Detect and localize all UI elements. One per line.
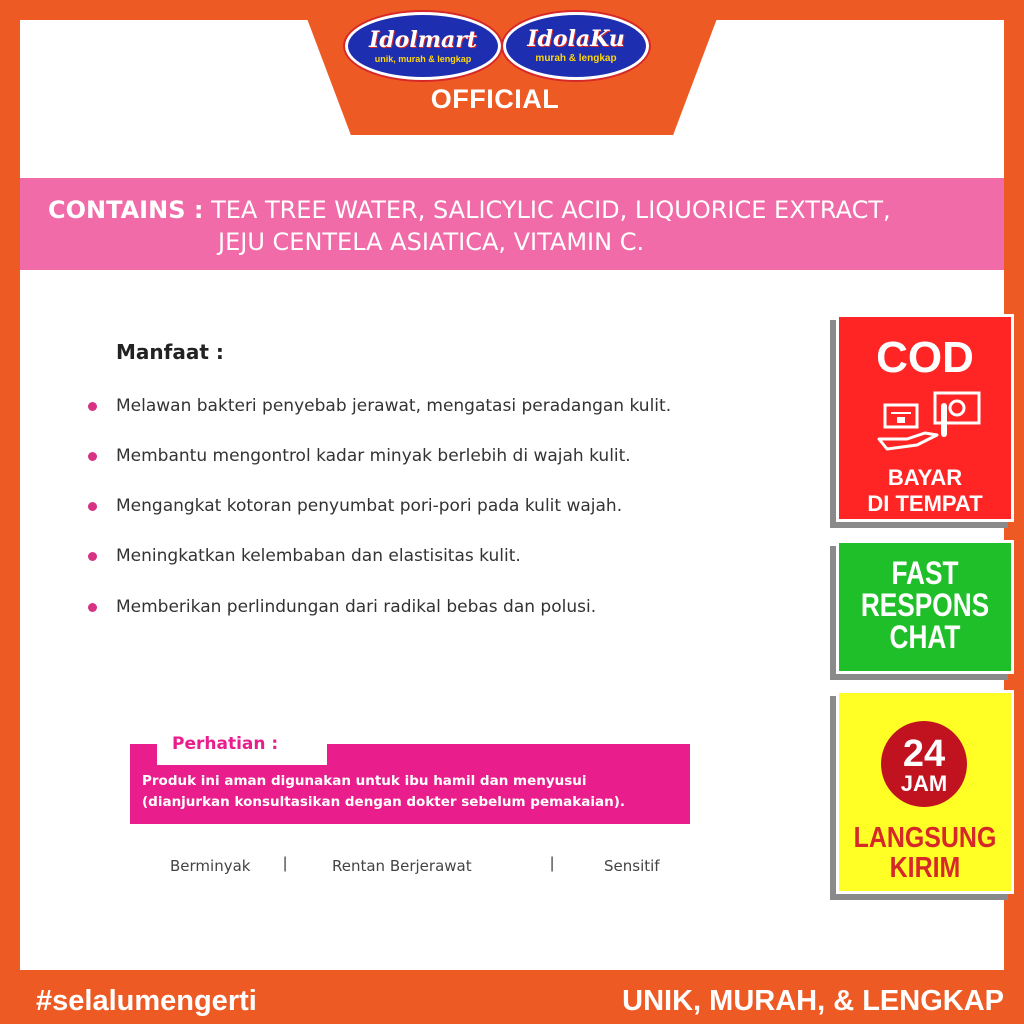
- fast-response-badge: [836, 540, 1014, 674]
- skin-type-oily: Berminyak: [170, 857, 251, 875]
- same-day-badge: [836, 690, 1014, 894]
- footer-hashtag: #selalumengerti: [36, 985, 257, 1017]
- skin-type-separator: |: [550, 855, 555, 872]
- benefit-text: Melawan bakteri penyebab jerawat, mengatasi peradangan kulit.: [116, 396, 672, 416]
- cod-badge: [836, 314, 1014, 522]
- benefit-text: Mengangkat kotoran penyumbat pori-pori pada kulit wajah.: [116, 496, 623, 516]
- fast-line-2: RESPONS: [860, 587, 990, 623]
- skin-type-separator: |: [283, 855, 288, 872]
- contains-line-2: JEJU CENTELA ASIATICA, VITAMIN C.: [218, 228, 645, 256]
- perhatian-body: [142, 771, 687, 813]
- bullet-icon: [88, 452, 97, 461]
- skin-type-acne-prone: Rentan Berjerawat: [332, 857, 472, 875]
- idolmart-logo: [345, 12, 501, 80]
- idolmart-logo-name: Idolmart: [369, 26, 477, 53]
- cod-line-1: BAYAR: [887, 465, 963, 490]
- benefit-text: Meningkatkan kelembaban dan elastisitas kulit.: [116, 546, 521, 566]
- perhatian-line-1: Produk ini aman digunakan untuk ibu hamil dan menyusui: [142, 773, 587, 789]
- perhatian-title: Perhatian :: [172, 734, 279, 754]
- benefit-text: Memberikan perlindungan dari radikal bebas dan polusi.: [116, 597, 597, 617]
- benefit-text: Membantu mengontrol kadar minyak berlebih di wajah kulit.: [116, 446, 631, 466]
- bullet-icon: [88, 552, 97, 561]
- cod-subtitle: [839, 465, 1011, 517]
- hours-circle: [881, 721, 967, 807]
- fast-line-3: CHAT: [889, 619, 961, 655]
- idolaku-logo-tagline: murah & lengkap: [535, 53, 617, 64]
- bullet-icon: [88, 402, 97, 411]
- idolaku-logo-name: IdolaKu: [527, 26, 625, 52]
- send-line-2: KIRIM: [889, 852, 961, 884]
- cash-payment-icon: [877, 387, 987, 457]
- contains-text: [48, 194, 1008, 258]
- send-directly-text: [851, 823, 999, 883]
- footer-slogan: UNIK, MURAH, & LENGKAP: [622, 985, 1004, 1017]
- fast-response-text: [854, 557, 995, 653]
- hours-unit: JAM: [900, 771, 948, 796]
- manfaat-heading: Manfaat :: [116, 340, 224, 364]
- official-label: OFFICIAL: [430, 84, 560, 114]
- cod-title: COD: [876, 333, 974, 382]
- cod-line-2: DI TEMPAT: [867, 491, 983, 516]
- idolmart-logo-tagline: unik, murah & lengkap: [374, 53, 472, 64]
- perhatian-line-2: (dianjurkan konsultasikan dengan dokter sebelum pemakaian).: [142, 794, 626, 810]
- skin-type-sensitive: Sensitif: [604, 857, 660, 875]
- contains-label: CONTAINS :: [48, 196, 204, 224]
- fast-line-1: FAST: [891, 555, 959, 591]
- idolaku-logo: [503, 12, 649, 80]
- hours-number: 24: [902, 733, 946, 775]
- send-line-1: LANGSUNG: [853, 822, 997, 854]
- bullet-icon: [88, 502, 97, 511]
- bullet-icon: [88, 603, 97, 612]
- contains-line-1: TEA TREE WATER, SALICYLIC ACID, LIQUORICE EXTRACT,: [211, 196, 891, 224]
